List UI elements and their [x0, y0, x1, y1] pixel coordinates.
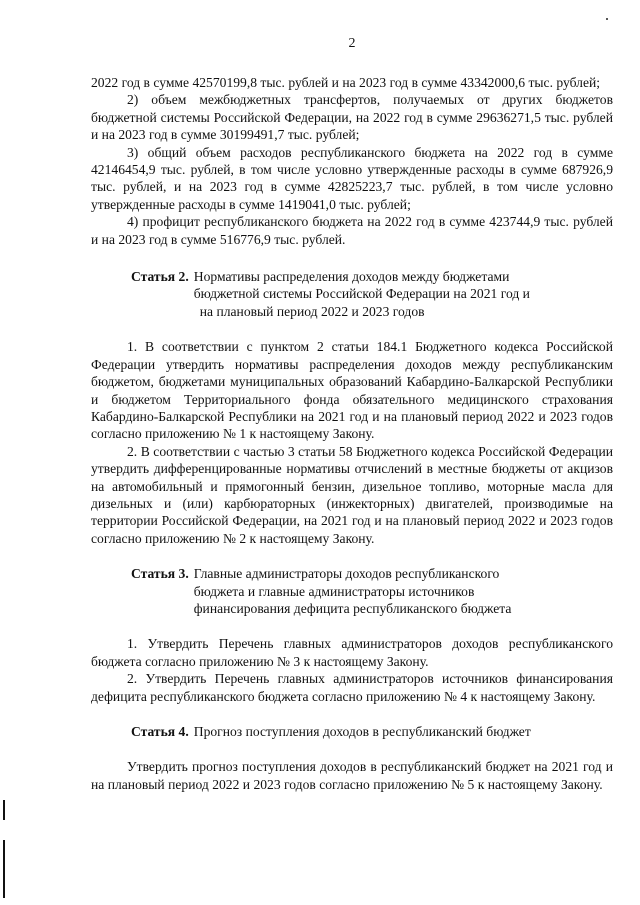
article-2-title-line: на плановый период 2022 и 2023 годов	[199, 303, 425, 319]
article-3-paragraph-2: 2. Утвердить Перечень главных администраторов источников финансирования дефицита республиканского бюджета согласно приложению № 4 к настоящему Закону.	[91, 671, 613, 704]
article-3-heading	[91, 565, 613, 617]
intro-section	[91, 74, 613, 248]
intro-paragraph-transfers: 2) объем межбюджетных трансфертов, получаемых от других бюджетов бюджетной системы Российской Федерации, на 2022 год в сумме 29636271,5 тыс. рублей и на 2023 год в сумме 30199491,7 тыс. рублей;	[91, 92, 613, 143]
article-2-paragraph-1: 1. В соответствии с пунктом 2 статьи 184.1 Бюджетного кодекса Российской Федерации утвердить нормативы распределения доходов между республиканским бюджетом, бюджетами муниципальных образований Кабардино-Балкарской Республики и бюджетом Территориального фонда обязательного медицинского страхования Кабардино-Балкарской Республики на 2021 год и на плановый период 2022 и 2023 годов согласно приложению № 1 к настоящему Закону.	[91, 339, 613, 442]
article-2-paragraph-2: 2. В соответствии с частью 3 статьи 58 Бюджетного кодекса Российской Федерации утвердить дифференцированные нормативы отчислений в местные бюджеты от акцизов на автомобильный и прямогонный бензин, дизельное топливо, моторные масла для дизельных и (или) карбюраторных (инжекторных) двигателей, производимые на территории Российской Федерации, на 2021 год и на плановый период 2022 и 2023 годов согласно приложению № 2 к настоящему Закону.	[91, 443, 613, 546]
article-3-title-line: финансирования дефицита республиканского бюджета	[193, 600, 512, 616]
scan-margin-mark	[3, 800, 5, 820]
article-4-heading	[91, 723, 613, 740]
article-4-title	[194, 723, 613, 740]
page-number: 2	[348, 36, 356, 51]
article-3-title	[194, 565, 613, 617]
intro-paragraph-surplus: 4) профицит республиканского бюджета на 2022 год в сумме 423744,9 тыс. рублей и на 2023 год в сумме 516776,9 тыс. рублей.	[91, 214, 613, 247]
article-4-label: Статья 4.	[131, 724, 189, 739]
article-3-title-line: бюджета и главные администраторы источников	[193, 583, 475, 599]
article-2-title-line: Нормативы распределения доходов между бюджетами	[193, 269, 510, 285]
scan-speck	[606, 18, 608, 20]
article-2-label: Статья 2.	[131, 269, 189, 285]
article-3-label: Статья 3.	[131, 566, 189, 582]
article-2-title	[194, 268, 613, 320]
article-4-paragraph-1: Утвердить прогноз поступления доходов в республиканский бюджет на 2021 год и на плановый период 2022 и 2023 годов согласно приложению № 5 к настоящему Закону.	[91, 759, 613, 792]
scan-margin-mark	[3, 840, 5, 898]
article-3-paragraph-1: 1. Утвердить Перечень главных администраторов доходов республиканского бюджета согласно приложению № 3 к настоящему Закону.	[91, 636, 613, 669]
article-2-heading	[91, 268, 613, 320]
intro-paragraph-continuation: 2022 год в сумме 42570199,8 тыс. рублей и на 2023 год в сумме 43342000,6 тыс. рублей;	[91, 75, 601, 90]
article-4-title-line: Прогноз поступления доходов в республиканский бюджет	[193, 724, 531, 739]
article-2-title-line: бюджетной системы Российской Федерации на 2021 год и	[193, 286, 530, 302]
article-3-title-line: Главные администраторы доходов республиканского	[193, 566, 500, 582]
intro-paragraph-expenses: 3) общий объем расходов республиканского бюджета на 2022 год в сумме 42146454,9 тыс. рублей, в том числе условно утвержденные расходы в сумме 687926,9 тыс. рублей, и на 2023 год в сумме 42825223,7 тыс. рублей, в том числе условно утвержденные расходы в сумме 1419041,0 тыс. рублей;	[91, 144, 613, 212]
